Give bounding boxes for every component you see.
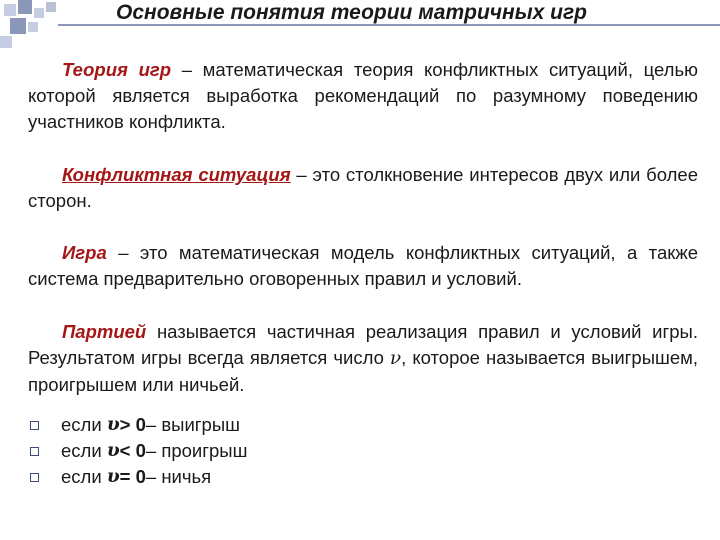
checkbox-bullet-icon [30,447,39,456]
definition-conflict-situation: – это столкновение интересов двух или более сторон. [28,164,698,211]
list-item: если υ = 0 – ничья [30,464,247,490]
definition-party: называется частичная реализация правил и условий игры. Результатом игры всегда является число [28,321,698,368]
definition-party-tail: , которое называется выигрышем, проигрышем или ничьей. [28,347,699,395]
paragraph-game-theory [28,57,698,135]
checkbox-bullet-icon [30,421,39,430]
definition-game-theory: – математическая теория конфликтных ситуаций, целью которой является выработка рекомендаций по разумному поведению участников конфликта. [28,59,698,132]
term-game: Игра [62,242,107,263]
term-conflict-situation: Конфликтная ситуация [62,164,291,185]
paragraph-party [28,319,698,398]
list-item: если υ > 0 – выигрыш [30,412,247,438]
definition-game: – это математическая модель конфликтных ситуаций, а также система предварительно оговоренных правил и условий. [28,242,698,289]
term-party: Партией [62,321,147,342]
list-item: если υ < 0 – проигрыш [30,438,247,464]
paragraph-game [28,240,698,292]
outcome-list [30,412,247,490]
term-game-theory: Теория игр [62,59,172,80]
paragraph-conflict-situation [28,162,698,214]
checkbox-bullet-icon [30,473,39,482]
symbol-nu: ν [389,348,402,369]
page-title: Основные понятия теории матричных игр [116,1,588,24]
